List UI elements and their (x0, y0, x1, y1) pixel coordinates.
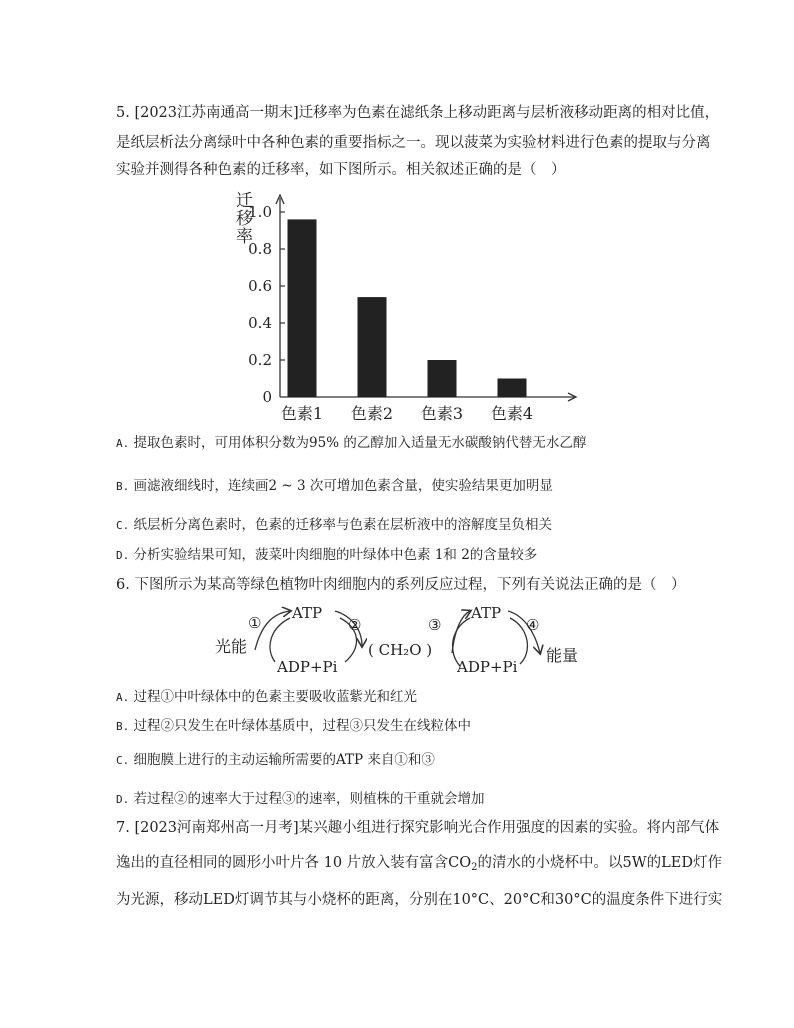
q7-line-2 (116, 853, 722, 878)
q5-option-d (116, 545, 537, 566)
adp-label-right: ADP+Pi (457, 658, 518, 676)
option-letter: B. (116, 480, 130, 493)
light-energy-label: 光能 (215, 637, 248, 656)
ch2o-label: ( CH₂O ) (368, 641, 433, 659)
x-tick-label: 色素3 (420, 404, 464, 423)
option-letter: A. (116, 691, 130, 704)
atp-label-right: ATP (471, 604, 502, 622)
option-letter: D. (116, 793, 130, 806)
y-axis-label: 迁移率 (232, 191, 252, 245)
option-text: 细胞膜上进行的主动运输所需要的ATP 来自①和③ (133, 752, 435, 768)
q6-option-d (116, 789, 485, 810)
q5-line-1: 5. [2023江苏南通高一期末]迁移率为色素在滤纸条上移动距离与层析液移动距离的相对比值， (116, 105, 720, 121)
circled-2: ② (348, 616, 362, 634)
option-letter: C. (116, 754, 130, 767)
q5-option-c (116, 515, 552, 536)
bar (428, 360, 457, 397)
q6-option-c (116, 750, 435, 771)
left-cycle-arc (270, 618, 356, 662)
option-text: 过程①中叶绿体中的色素主要吸收蓝紫光和红光 (133, 689, 418, 705)
option-letter: C. (116, 519, 130, 532)
atp-label-left: ATP (292, 604, 323, 622)
y-tick-label: 0.4 (248, 314, 272, 332)
co2-subscript: 2 (471, 862, 478, 873)
q5-line-2: 是纸层析法分离绿叶中各种色素的重要指标之一。现以菠菜为实验材料进行色素的提取与分离 (116, 135, 711, 151)
q5-option-b (116, 476, 553, 497)
q6-stem: 6. 下图所示为某高等绿色植物叶肉细胞内的系列反应过程，下列有关说法正确的是（ ） (116, 577, 686, 593)
energy-label: 能量 (546, 646, 579, 665)
bar (358, 297, 387, 397)
option-text: 若过程②的速率大于过程③的速率，则植株的干重就会增加 (133, 791, 485, 807)
q7-line-2-post: 的清水的小烧杯中。以5W的LED灯作 (477, 855, 722, 871)
circled-3: ③ (428, 616, 442, 634)
x-tick-label: 色素4 (490, 404, 534, 423)
circled-1: ① (248, 614, 262, 632)
adp-label-left: ADP+Pi (277, 658, 338, 676)
migration-rate-bar-chart (210, 188, 590, 428)
y-tick-label: 1.0 (248, 203, 272, 221)
y-tick-label: 0.8 (248, 240, 272, 258)
option-text: 分析实验结果可知，菠菜叶肉细胞的叶绿体中色素 1和 2的含量较多 (133, 547, 538, 563)
option-text: 画滤液细线时，连续画2 ~ 3 次可增加色素含量，使实验结果更加明显 (133, 478, 553, 494)
x-tick-label: 色素2 (350, 404, 394, 423)
q5-line-3: 实验并测得各种色素的迁移率，如下图所示。相关叙述正确的是（ ） (116, 162, 566, 178)
bar (288, 219, 317, 397)
reaction-cycle-diagram (200, 598, 600, 682)
q7-line-2-pre: 逸出的直径相同的圆形小叶片各 10 片放入装有富含CO (116, 855, 472, 871)
option-text: 纸层析分离色素时，色素的迁移率与色素在层析液中的溶解度呈负相关 (133, 517, 553, 533)
q7-line-1: 7. [2023河南郑州高一月考]某兴趣小组进行探究影响光合作用强度的因素的实验。将内部气体 (116, 820, 720, 836)
option-letter: B. (116, 720, 130, 733)
y-tick-label: 0.6 (248, 277, 272, 295)
right-cycle-arrow-up (452, 611, 470, 653)
option-letter: D. (116, 549, 130, 562)
q5-option-a (116, 433, 586, 454)
x-tick-label: 色素1 (280, 404, 324, 423)
q6-option-a (116, 687, 417, 708)
q7-line-3: 为光源，移动LED灯调节其与小烧杯的距离，分别在10°C、20°C和30°C的温度条件下进行实 (116, 892, 723, 908)
option-text: 过程②只发生在叶绿体基质中，过程③只发生在线粒体中 (133, 718, 472, 734)
y-tick-label: 0.2 (248, 351, 272, 369)
option-letter: A. (116, 437, 130, 450)
q6-option-b (116, 716, 471, 737)
circled-4: ④ (526, 616, 540, 634)
y-tick-label: 0 (262, 388, 272, 406)
bar (498, 379, 527, 398)
option-text: 提取色素时，可用体积分数为95% 的乙醇加入适量无水碳酸钠代替无水乙醇 (133, 435, 587, 451)
